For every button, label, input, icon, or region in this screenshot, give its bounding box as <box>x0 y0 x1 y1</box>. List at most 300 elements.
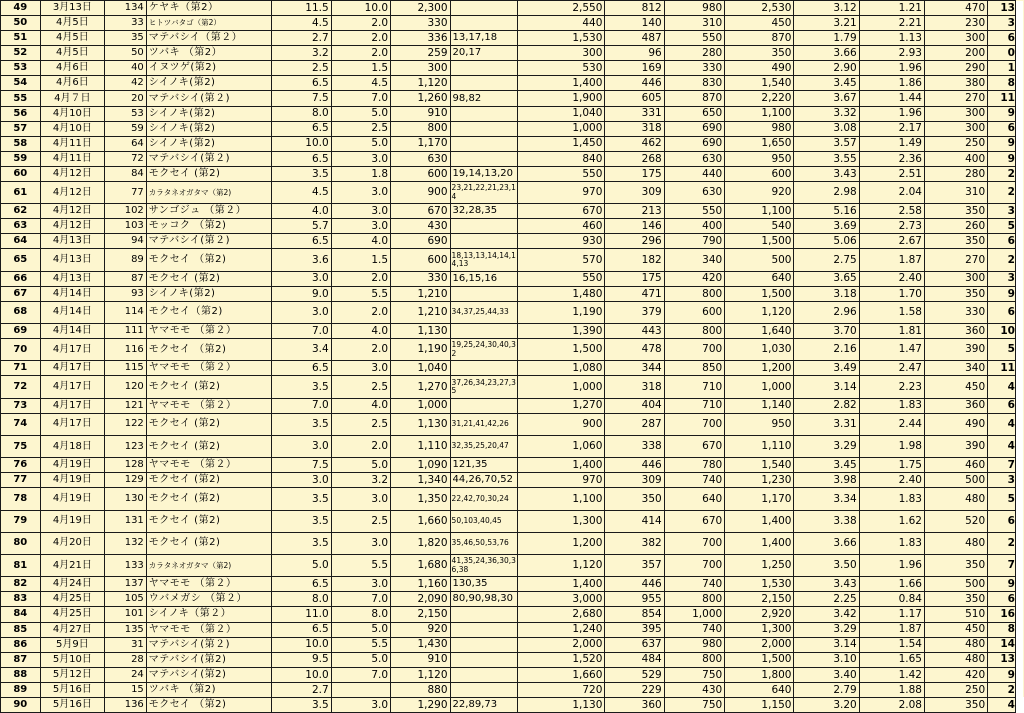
cell-col-1: 4月19日 <box>40 458 105 473</box>
cell-col-13: 2.04 <box>859 181 924 203</box>
cell-col-4: 2.5 <box>272 61 331 76</box>
cell-col-14: 350 <box>924 204 987 219</box>
table-row <box>1 473 1024 488</box>
cell-col-0: 81 <box>1 555 41 577</box>
cell-col-4: 6.5 <box>272 361 331 376</box>
cell-col-12: 5.06 <box>794 234 859 249</box>
cell-col-0: 64 <box>1 234 41 249</box>
cell-col-2: 105 <box>105 592 147 607</box>
cell-col-4: 3.5 <box>272 376 331 398</box>
cell-col-8: 1,400 <box>518 76 605 91</box>
cell-col-15: 7 <box>988 458 1016 473</box>
cell-col-1: 4月5日 <box>40 31 105 46</box>
cell-col-1: 4月17日 <box>40 376 105 398</box>
cell-col-10: 780 <box>664 458 724 473</box>
cell-col-12: 3.38 <box>794 510 859 532</box>
cell-col-12: 3.10 <box>794 652 859 667</box>
cell-col-4: 7.0 <box>272 324 331 339</box>
cell-col-6: 1,290 <box>391 697 451 712</box>
cell-col-13: 2.51 <box>859 166 924 181</box>
cell-col-14: 380 <box>924 76 987 91</box>
cell-col-12: 3.12 <box>794 1 859 16</box>
table-row <box>1 166 1024 181</box>
cell-col-5: 4.0 <box>331 324 390 339</box>
cell-col-9: 331 <box>605 106 664 121</box>
cell-col-13: 1.13 <box>859 31 924 46</box>
cell-col-15: 3 <box>988 473 1016 488</box>
cell-col-6: 880 <box>391 682 451 697</box>
table-row <box>1 286 1024 301</box>
cell-col-4: 11.5 <box>272 1 331 16</box>
cell-col-15: 4 <box>988 697 1016 712</box>
cell-col-15: 14 <box>988 637 1016 652</box>
cell-col-2: 122 <box>105 413 147 435</box>
cell-col-15: 8 <box>988 76 1016 91</box>
cell-col-4: 10.0 <box>272 637 331 652</box>
cell-col-6: 600 <box>391 249 451 271</box>
cell-col-4: 10.0 <box>272 667 331 682</box>
cell-col-15: 2 <box>988 682 1016 697</box>
cell-col-14: 300 <box>924 271 987 286</box>
cell-col-12: 3.50 <box>794 555 859 577</box>
cell-col-1: 3月13日 <box>40 1 105 16</box>
cell-col-14: 310 <box>924 181 987 203</box>
cell-col-7 <box>450 652 518 667</box>
cell-col-0: 56 <box>1 106 41 121</box>
cell-col-15: 4 <box>988 376 1016 398</box>
cell-col-0: 90 <box>1 697 41 712</box>
cell-col-10: 790 <box>664 234 724 249</box>
cell-col-1: 4月19日 <box>40 510 105 532</box>
cell-col-5: 5.5 <box>331 286 390 301</box>
cell-col-1: 4月14日 <box>40 301 105 323</box>
edge-spacer <box>1015 435 1023 457</box>
cell-col-15: 4 <box>988 413 1016 435</box>
cell-col-8: 300 <box>518 46 605 61</box>
cell-col-7: 20,17 <box>450 46 518 61</box>
cell-col-5: 3.0 <box>331 697 390 712</box>
table-row <box>1 510 1024 532</box>
cell-col-12: 3.20 <box>794 697 859 712</box>
cell-col-3: ウバメガシ （第２） <box>146 592 272 607</box>
cell-col-3: モクセイ (第2) <box>146 435 272 457</box>
cell-col-5: 7.0 <box>331 667 390 682</box>
cell-col-11: 500 <box>725 249 794 271</box>
cell-col-12: 2.25 <box>794 592 859 607</box>
cell-col-10: 400 <box>664 219 724 234</box>
cell-col-13: 1.62 <box>859 510 924 532</box>
cell-col-0: 55 <box>1 91 41 106</box>
cell-col-6: 670 <box>391 204 451 219</box>
cell-col-4: 4.5 <box>272 16 331 31</box>
cell-col-4: 3.5 <box>272 166 331 181</box>
cell-col-6: 336 <box>391 31 451 46</box>
cell-col-5: 3.0 <box>331 181 390 203</box>
cell-col-12: 2.79 <box>794 682 859 697</box>
cell-col-7: 34,37,25,44,33 <box>450 301 518 323</box>
cell-col-13: 1.58 <box>859 301 924 323</box>
cell-col-5: 7.0 <box>331 592 390 607</box>
cell-col-13: 1.96 <box>859 61 924 76</box>
cell-col-11: 450 <box>725 16 794 31</box>
cell-col-10: 870 <box>664 91 724 106</box>
table-row <box>1 697 1024 712</box>
cell-col-4: 3.5 <box>272 510 331 532</box>
cell-col-1: 4月12日 <box>40 166 105 181</box>
cell-col-11: 490 <box>725 61 794 76</box>
cell-col-5: 3.0 <box>331 151 390 166</box>
edge-spacer <box>1015 376 1023 398</box>
cell-col-3: モクセイ (第2) <box>146 413 272 435</box>
cell-col-2: 130 <box>105 488 147 510</box>
edge-spacer <box>1015 1 1023 16</box>
cell-col-2: 72 <box>105 151 147 166</box>
cell-col-0: 53 <box>1 61 41 76</box>
cell-col-3: ヤマモモ （第２） <box>146 458 272 473</box>
cell-col-1: 4月11日 <box>40 151 105 166</box>
edge-spacer <box>1015 166 1023 181</box>
cell-col-15: 11 <box>988 91 1016 106</box>
cell-col-6: 2,300 <box>391 1 451 16</box>
edge-spacer <box>1015 249 1023 271</box>
cell-col-0: 70 <box>1 339 41 361</box>
cell-col-15: 5 <box>988 339 1016 361</box>
cell-col-2: 15 <box>105 682 147 697</box>
cell-col-9: 395 <box>605 622 664 637</box>
edge-spacer <box>1015 46 1023 61</box>
cell-col-11: 1,100 <box>725 204 794 219</box>
cell-col-6: 1,120 <box>391 667 451 682</box>
cell-col-15: 6 <box>988 121 1016 136</box>
cell-col-15: 9 <box>988 151 1016 166</box>
cell-col-13: 1.83 <box>859 398 924 413</box>
cell-col-6: 300 <box>391 61 451 76</box>
cell-col-6: 430 <box>391 219 451 234</box>
cell-col-11: 1,540 <box>725 76 794 91</box>
cell-col-15: 8 <box>988 622 1016 637</box>
cell-col-7: 19,14,13,20 <box>450 166 518 181</box>
cell-col-10: 280 <box>664 46 724 61</box>
cell-col-1: 5月12日 <box>40 667 105 682</box>
cell-col-8: 1,040 <box>518 106 605 121</box>
cell-col-2: 115 <box>105 361 147 376</box>
cell-col-1: 5月10日 <box>40 652 105 667</box>
cell-col-11: 1,000 <box>725 376 794 398</box>
cell-col-6: 1,000 <box>391 398 451 413</box>
cell-col-9: 175 <box>605 166 664 181</box>
cell-col-9: 854 <box>605 607 664 622</box>
edge-spacer <box>1015 234 1023 249</box>
cell-col-3: ヤマモモ （第２） <box>146 577 272 592</box>
cell-col-7: 18,13,13,14,14,14,13 <box>450 249 518 271</box>
cell-col-0: 75 <box>1 435 41 457</box>
cell-col-11: 1,300 <box>725 622 794 637</box>
cell-col-13: 1.98 <box>859 435 924 457</box>
cell-col-12: 3.45 <box>794 458 859 473</box>
cell-col-13: 2.58 <box>859 204 924 219</box>
cell-col-0: 88 <box>1 667 41 682</box>
cell-col-8: 1,060 <box>518 435 605 457</box>
cell-col-10: 830 <box>664 76 724 91</box>
cell-col-1: 4月25日 <box>40 592 105 607</box>
cell-col-5: 5.0 <box>331 622 390 637</box>
cell-col-2: 42 <box>105 76 147 91</box>
cell-col-5: 2.0 <box>331 271 390 286</box>
cell-col-9: 446 <box>605 577 664 592</box>
cell-col-9: 471 <box>605 286 664 301</box>
cell-col-7 <box>450 667 518 682</box>
cell-col-6: 1,110 <box>391 435 451 457</box>
cell-col-14: 270 <box>924 91 987 106</box>
cell-col-8: 1,300 <box>518 510 605 532</box>
cell-col-5: 4.5 <box>331 76 390 91</box>
cell-col-9: 169 <box>605 61 664 76</box>
cell-col-6: 910 <box>391 652 451 667</box>
cell-col-8: 1,190 <box>518 301 605 323</box>
cell-col-13: 2.36 <box>859 151 924 166</box>
cell-col-3: シイノキ（第２） <box>146 607 272 622</box>
cell-col-6: 1,260 <box>391 91 451 106</box>
edge-spacer <box>1015 324 1023 339</box>
cell-col-10: 800 <box>664 592 724 607</box>
cell-col-13: 1.83 <box>859 532 924 554</box>
cell-col-12: 3.40 <box>794 667 859 682</box>
cell-col-7: 121,35 <box>450 458 518 473</box>
cell-col-3: イヌツゲ(第2) <box>146 61 272 76</box>
cell-col-13: 1.86 <box>859 76 924 91</box>
cell-col-12: 3.29 <box>794 622 859 637</box>
table-row <box>1 376 1024 398</box>
cell-col-2: 84 <box>105 166 147 181</box>
cell-col-14: 300 <box>924 31 987 46</box>
cell-col-1: 4月14日 <box>40 286 105 301</box>
cell-col-9: 360 <box>605 697 664 712</box>
cell-col-0: 68 <box>1 301 41 323</box>
cell-col-12: 3.45 <box>794 76 859 91</box>
cell-col-14: 230 <box>924 16 987 31</box>
cell-col-8: 1,240 <box>518 622 605 637</box>
cell-col-0: 76 <box>1 458 41 473</box>
table-row <box>1 121 1024 136</box>
table-body <box>1 1 1024 713</box>
cell-col-5: 5.0 <box>331 458 390 473</box>
cell-col-0: 49 <box>1 1 41 16</box>
cell-col-10: 630 <box>664 151 724 166</box>
edge-spacer <box>1015 301 1023 323</box>
cell-col-15: 10 <box>988 324 1016 339</box>
cell-col-8: 930 <box>518 234 605 249</box>
table-row <box>1 234 1024 249</box>
cell-col-7 <box>450 286 518 301</box>
cell-col-4: 3.5 <box>272 532 331 554</box>
cell-col-14: 360 <box>924 324 987 339</box>
cell-col-3: ヤマモモ （第２） <box>146 622 272 637</box>
cell-col-0: 59 <box>1 151 41 166</box>
cell-col-8: 1,450 <box>518 136 605 151</box>
cell-col-14: 500 <box>924 473 987 488</box>
cell-col-6: 1,820 <box>391 532 451 554</box>
cell-col-3: モクセイ (第2) <box>146 473 272 488</box>
cell-col-8: 1,400 <box>518 458 605 473</box>
edge-spacer <box>1015 271 1023 286</box>
cell-col-9: 350 <box>605 488 664 510</box>
table-row <box>1 361 1024 376</box>
cell-col-4: 6.5 <box>272 151 331 166</box>
cell-col-2: 87 <box>105 271 147 286</box>
cell-col-7 <box>450 637 518 652</box>
table-row <box>1 61 1024 76</box>
cell-col-11: 1,100 <box>725 106 794 121</box>
cell-col-13: 2.21 <box>859 16 924 31</box>
cell-col-3: ヤマモモ （第２） <box>146 361 272 376</box>
cell-col-5: 5.5 <box>331 555 390 577</box>
cell-col-9: 309 <box>605 473 664 488</box>
cell-col-10: 800 <box>664 652 724 667</box>
cell-col-15: 0 <box>988 46 1016 61</box>
cell-col-7 <box>450 106 518 121</box>
cell-col-0: 57 <box>1 121 41 136</box>
cell-col-9: 462 <box>605 136 664 151</box>
cell-col-7: 19,25,24,30,40,32 <box>450 339 518 361</box>
edge-spacer <box>1015 622 1023 637</box>
table-row <box>1 555 1024 577</box>
table-row <box>1 637 1024 652</box>
cell-col-5: 3.0 <box>331 219 390 234</box>
cell-col-2: 121 <box>105 398 147 413</box>
cell-col-3: ヤマモモ （第２） <box>146 398 272 413</box>
cell-col-10: 750 <box>664 667 724 682</box>
table-row <box>1 301 1024 323</box>
cell-col-7: 32,28,35 <box>450 204 518 219</box>
cell-col-7 <box>450 1 518 16</box>
cell-col-15: 2 <box>988 249 1016 271</box>
cell-col-9: 414 <box>605 510 664 532</box>
edge-spacer <box>1015 121 1023 136</box>
cell-col-4: 2.7 <box>272 31 331 46</box>
cell-col-11: 1,110 <box>725 435 794 457</box>
cell-col-1: 4月18日 <box>40 435 105 457</box>
cell-col-8: 550 <box>518 166 605 181</box>
cell-col-3: シイノキ(第2) <box>146 106 272 121</box>
cell-col-2: 40 <box>105 61 147 76</box>
cell-col-2: 136 <box>105 697 147 712</box>
cell-col-5: 10.0 <box>331 1 390 16</box>
cell-col-3: モクセイ (第2) <box>146 510 272 532</box>
cell-col-4: 9.0 <box>272 286 331 301</box>
cell-col-12: 2.16 <box>794 339 859 361</box>
table-row <box>1 151 1024 166</box>
cell-col-6: 800 <box>391 121 451 136</box>
cell-col-4: 10.0 <box>272 136 331 151</box>
cell-col-11: 1,400 <box>725 510 794 532</box>
cell-col-8: 670 <box>518 204 605 219</box>
cell-col-7 <box>450 16 518 31</box>
table-row <box>1 577 1024 592</box>
cell-col-14: 500 <box>924 577 987 592</box>
cell-col-3: ヤマモモ （第２） <box>146 324 272 339</box>
cell-col-9: 812 <box>605 1 664 16</box>
cell-col-15: 11 <box>988 361 1016 376</box>
cell-col-3: モクセイ （第2) <box>146 249 272 271</box>
cell-col-14: 300 <box>924 106 987 121</box>
cell-col-3: ヒトツバタゴ（第2） <box>146 16 272 31</box>
cell-col-1: 4月27日 <box>40 622 105 637</box>
cell-col-8: 1,130 <box>518 697 605 712</box>
cell-col-11: 1,530 <box>725 577 794 592</box>
cell-col-5: 2.5 <box>331 510 390 532</box>
cell-col-9: 175 <box>605 271 664 286</box>
cell-col-7: 23,21,22,21,23,14 <box>450 181 518 203</box>
cell-col-11: 1,170 <box>725 488 794 510</box>
cell-col-14: 470 <box>924 1 987 16</box>
cell-col-2: 64 <box>105 136 147 151</box>
cell-col-10: 670 <box>664 510 724 532</box>
cell-col-10: 800 <box>664 324 724 339</box>
cell-col-14: 350 <box>924 555 987 577</box>
cell-col-3: カラタネオガタマ（第2) <box>146 181 272 203</box>
cell-col-12: 3.32 <box>794 106 859 121</box>
edge-spacer <box>1015 473 1023 488</box>
cell-col-5: 3.2 <box>331 473 390 488</box>
cell-col-3: モクセイ (第2) <box>146 376 272 398</box>
cell-col-9: 309 <box>605 181 664 203</box>
cell-col-8: 720 <box>518 682 605 697</box>
cell-col-10: 650 <box>664 106 724 121</box>
table-row <box>1 607 1024 622</box>
cell-col-1: 4月13日 <box>40 249 105 271</box>
cell-col-8: 2,000 <box>518 637 605 652</box>
cell-col-0: 84 <box>1 607 41 622</box>
cell-col-13: 2.23 <box>859 376 924 398</box>
cell-col-0: 89 <box>1 682 41 697</box>
cell-col-2: 89 <box>105 249 147 271</box>
cell-col-7 <box>450 622 518 637</box>
cell-col-3: マテバシイ(第２) <box>146 151 272 166</box>
cell-col-0: 63 <box>1 219 41 234</box>
cell-col-2: 102 <box>105 204 147 219</box>
cell-col-14: 450 <box>924 622 987 637</box>
cell-col-10: 550 <box>664 31 724 46</box>
cell-col-8: 1,000 <box>518 121 605 136</box>
cell-col-0: 71 <box>1 361 41 376</box>
edge-spacer <box>1015 458 1023 473</box>
cell-col-5: 2.5 <box>331 121 390 136</box>
cell-col-6: 1,130 <box>391 324 451 339</box>
cell-col-15: 9 <box>988 667 1016 682</box>
cell-col-3: カラタネオガタマ（第2) <box>146 555 272 577</box>
cell-col-10: 550 <box>664 204 724 219</box>
cell-col-2: 133 <box>105 555 147 577</box>
cell-col-9: 379 <box>605 301 664 323</box>
edge-spacer <box>1015 181 1023 203</box>
cell-col-15: 9 <box>988 106 1016 121</box>
cell-col-11: 1,500 <box>725 234 794 249</box>
cell-col-8: 1,530 <box>518 31 605 46</box>
cell-col-5: 2.5 <box>331 413 390 435</box>
table-row <box>1 413 1024 435</box>
cell-col-5: 5.0 <box>331 652 390 667</box>
cell-col-9: 96 <box>605 46 664 61</box>
cell-col-11: 1,140 <box>725 398 794 413</box>
cell-col-2: 77 <box>105 181 147 203</box>
cell-col-3: マテバシイ(第2) <box>146 652 272 667</box>
table-row <box>1 667 1024 682</box>
cell-col-12: 3.49 <box>794 361 859 376</box>
cell-col-12: 3.57 <box>794 136 859 151</box>
cell-col-9: 637 <box>605 637 664 652</box>
cell-col-1: 4月24日 <box>40 577 105 592</box>
cell-col-15: 6 <box>988 234 1016 249</box>
